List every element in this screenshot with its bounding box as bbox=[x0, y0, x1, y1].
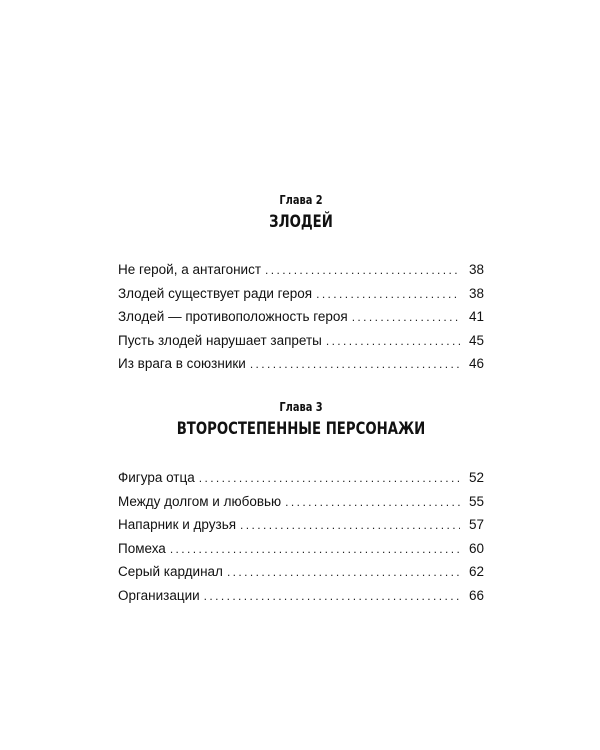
toc-entry[interactable] bbox=[118, 584, 484, 608]
toc-entry[interactable] bbox=[118, 537, 484, 561]
toc-entry[interactable] bbox=[118, 282, 484, 306]
toc-list bbox=[118, 258, 484, 376]
toc-entry-title: Не герой, а антагонист bbox=[118, 262, 262, 277]
toc-entry[interactable] bbox=[118, 513, 484, 537]
toc-entry-title: Помеха bbox=[118, 540, 166, 556]
dot-leader bbox=[285, 491, 460, 515]
toc-entry[interactable] bbox=[118, 305, 484, 329]
chapter-label: Глава 2 bbox=[279, 193, 323, 207]
dot-leader bbox=[316, 283, 460, 307]
chapter-label: Глава 3 bbox=[279, 400, 323, 414]
toc-entry[interactable] bbox=[118, 352, 484, 376]
toc-entry[interactable] bbox=[118, 490, 484, 514]
dot-leader bbox=[250, 353, 460, 377]
toc-entry-page: 62 bbox=[468, 564, 484, 579]
toc-entry-page: 38 bbox=[468, 285, 484, 301]
toc-entry-title: Фигура отца bbox=[118, 470, 195, 485]
toc-entry-page: 52 bbox=[468, 470, 484, 485]
dot-leader bbox=[240, 514, 460, 538]
chapter-title: ВТОРОСТЕПЕННЫЕ ПЕРСОНАЖИ bbox=[176, 419, 426, 439]
chapter-title: ЗЛОДЕЙ bbox=[269, 212, 333, 232]
toc-entry[interactable] bbox=[118, 466, 484, 490]
toc-entry-page: 60 bbox=[468, 540, 484, 556]
toc-entry-title: Злодей — противоположность героя bbox=[118, 309, 348, 324]
toc-entry-page: 66 bbox=[468, 587, 484, 603]
toc-list bbox=[118, 466, 484, 607]
toc-entry-title: Напарник и друзья bbox=[118, 517, 237, 532]
toc-entry-title: Злодей существует ради героя bbox=[118, 285, 313, 301]
dot-leader bbox=[352, 306, 460, 330]
toc-entry-page: 55 bbox=[468, 493, 484, 509]
toc-entry-page: 41 bbox=[468, 309, 484, 324]
chapter-3 bbox=[118, 400, 484, 607]
toc-entry-title: Между долгом и любовью bbox=[118, 493, 282, 509]
dot-leader bbox=[326, 330, 460, 354]
toc-entry[interactable] bbox=[118, 258, 484, 282]
toc-entry-title: Пусть злодей нарушает запреты bbox=[118, 332, 322, 348]
toc-entry[interactable] bbox=[118, 329, 484, 353]
dot-leader bbox=[170, 538, 460, 562]
dot-leader bbox=[227, 561, 460, 585]
dot-leader bbox=[265, 259, 460, 283]
toc-entry[interactable] bbox=[118, 560, 484, 584]
dot-leader bbox=[204, 585, 460, 609]
chapter-2 bbox=[118, 193, 484, 376]
toc-entry-page: 38 bbox=[468, 262, 484, 277]
toc-entry-title: Из врага в союзники bbox=[118, 356, 246, 371]
toc-entry-page: 45 bbox=[468, 332, 484, 348]
toc-entry-page: 57 bbox=[468, 517, 484, 532]
toc-entry-title: Организации bbox=[118, 587, 200, 603]
toc-entry-page: 46 bbox=[468, 356, 484, 371]
toc-entry-title: Серый кардинал bbox=[118, 564, 223, 579]
dot-leader bbox=[199, 467, 460, 491]
